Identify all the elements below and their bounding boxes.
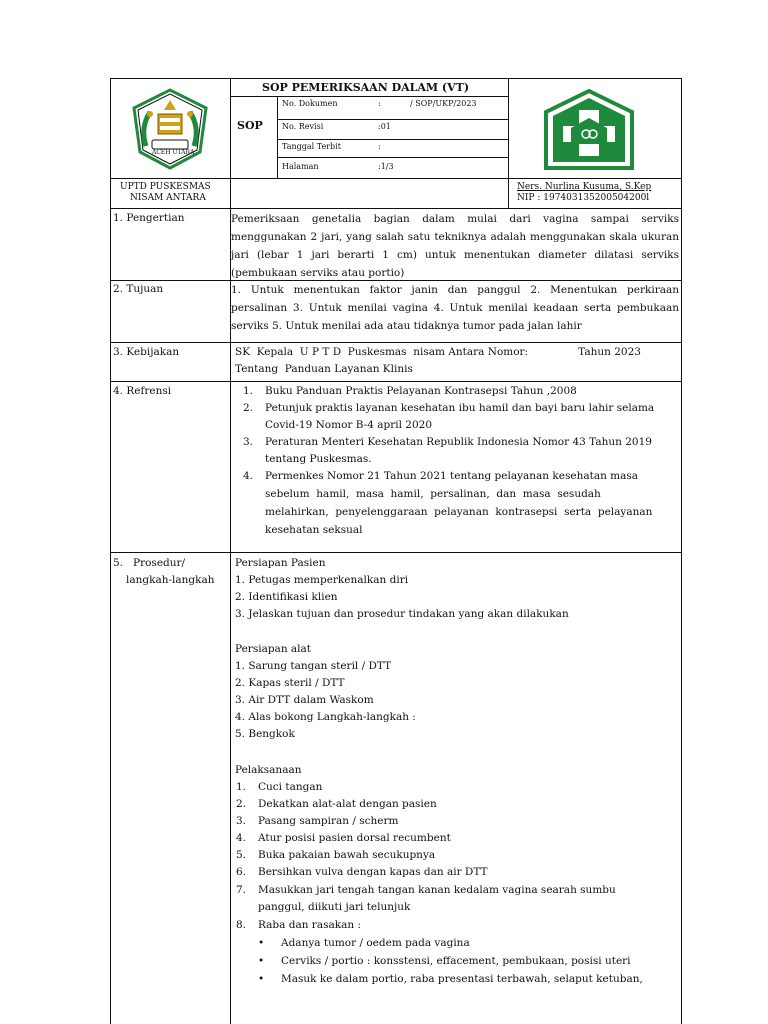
- step-number: 5.: [236, 849, 247, 861]
- kebijakan-line2: Tentang Panduan Layanan Klinis: [235, 363, 413, 375]
- issue-date-label: Tanggal Terbit: [282, 142, 341, 151]
- border: [110, 381, 682, 382]
- ref-item: Petunjuk praktis layanan kesehatan ibu hamil dan bayi baru lahir selama: [265, 402, 655, 414]
- list-item: 4. Alas bokong Langkah-langkah :: [235, 711, 416, 723]
- ref-number: 1.: [243, 385, 254, 397]
- border: [508, 78, 509, 208]
- step-number: 8.: [236, 919, 247, 931]
- step-number: 1.: [236, 781, 247, 793]
- section-label-refrensi: 4. Refrensi: [113, 385, 172, 397]
- list-item: 3. Jelaskan tujuan dan prosedur tindakan yang akan dilakukan: [235, 608, 569, 620]
- unit-name-line1: UPTD PUSKESMAS: [120, 182, 211, 192]
- ref-number: 3.: [243, 436, 254, 448]
- border: [110, 208, 682, 209]
- ref-item: Covid-19 Nomor B-4 april 2020: [265, 419, 433, 431]
- step-text: Cuci tangan: [258, 781, 323, 793]
- signer-nip: NIP : 197403135200504200l: [517, 193, 650, 203]
- ref-number: 4.: [243, 470, 254, 482]
- border: [277, 96, 278, 178]
- aceh-utara-logo: [120, 88, 220, 170]
- revision-label: No. Revisi: [282, 122, 324, 131]
- border: [277, 139, 508, 140]
- list-item: 5. Bengkok: [235, 728, 295, 740]
- sop-label: SOP: [237, 119, 263, 132]
- section-label-prosedur-sub: langkah-langkah: [126, 574, 215, 586]
- step-number: 2.: [236, 798, 247, 810]
- kebijakan-line1: SK Kepala U P T D Puskesmas nisam Antara Nomor: Tahun 2023: [235, 346, 641, 358]
- border: [110, 78, 111, 1024]
- doc-number-colon: :: [378, 99, 381, 108]
- bullet-icon: •: [258, 937, 265, 949]
- step-text: Masukkan jari tengah tangan kanan kedalam vagina searah sumbu: [258, 884, 616, 896]
- doc-number-value: / SOP/UKP/2023: [410, 99, 477, 108]
- step-text: Bersihkan vulva dengan kapas dan air DTT: [258, 866, 488, 878]
- puskesmas-logo: [543, 88, 635, 172]
- persiapan-alat-title: Persiapan alat: [235, 643, 312, 655]
- bullet-item: Cerviks / portio : konsstensi, effacement, pembukaan, posisi uteri: [281, 955, 631, 967]
- section-label-tujuan: 2. Tujuan: [113, 283, 164, 295]
- list-item: 2. Kapas steril / DTT: [235, 677, 345, 689]
- issue-date-colon: :: [378, 142, 381, 151]
- ref-item: Permenkes Nomor 21 Tahun 2021 tentang pelayanan kesehatan masa: [265, 470, 639, 482]
- ref-item: Peraturan Menteri Kesehatan Republik Indonesia Nomor 43 Tahun 2019: [265, 436, 652, 448]
- section-text-tujuan: 1. Untuk menentukan faktor janin dan panggul 2. Menentukan perkiraan persalinan 3. Untuk menilai vagina 4. Untuk menilai keadaan serta pembukaan serviks 5. Untuk menilai ada atau tidaknya tumor pada jalan lahir: [231, 284, 679, 332]
- persiapan-pasien-title: Persiapan Pasien: [235, 557, 326, 569]
- pelaksanaan-title: Pelaksanaan: [235, 764, 302, 776]
- unit-name-line2: NISAM ANTARA: [130, 193, 206, 203]
- bullet-icon: •: [258, 955, 265, 967]
- ref-number: 2.: [243, 402, 254, 414]
- border: [277, 119, 508, 120]
- revision-value: :01: [378, 122, 391, 131]
- section-label-kebijakan: 3. Kebijakan: [113, 346, 180, 358]
- border: [110, 342, 682, 343]
- ref-item: melahirkan, penyelenggaraan pelayanan kontrasepsi serta pelayanan: [265, 506, 653, 518]
- step-text: Dekatkan alat-alat dengan pasien: [258, 798, 437, 810]
- step-text: panggul, diikuti jari telunjuk: [258, 901, 411, 913]
- list-item: 1. Sarung tangan steril / DTT: [235, 660, 392, 672]
- page-value: :1/3: [378, 162, 394, 171]
- step-number: 3.: [236, 815, 247, 827]
- section-label-prosedur: 5. Prosedur/: [113, 557, 186, 569]
- signer-name: Ners. Nurlina Kusuma, S.Kep: [517, 182, 652, 192]
- border: [110, 178, 682, 179]
- ref-item: kesehatan seksual: [265, 524, 363, 536]
- bullet-icon: •: [258, 973, 265, 985]
- list-item: 2. Identifikasi klien: [235, 591, 338, 603]
- border: [110, 552, 682, 553]
- step-number: 4.: [236, 832, 247, 844]
- step-text: Buka pakaian bawah secukupnya: [258, 849, 436, 861]
- list-item: 1. Petugas memperkenalkan diri: [235, 574, 409, 586]
- border: [681, 78, 682, 1024]
- section-label-pengertian: 1. Pengertian: [113, 212, 185, 224]
- border: [277, 157, 508, 158]
- doc-number-label: No. Dokumen: [282, 99, 338, 108]
- step-number: 6.: [236, 866, 247, 878]
- step-text: Pasang sampiran / scherm: [258, 815, 399, 827]
- document-title: SOP PEMERIKSAAN DALAM (VT): [262, 81, 470, 94]
- page-label: Halaman: [282, 162, 319, 171]
- list-item: 3. Air DTT dalam Waskom: [235, 694, 374, 706]
- border: [230, 96, 508, 97]
- ref-item: tentang Puskesmas.: [265, 453, 372, 465]
- step-text: Raba dan rasakan :: [258, 919, 361, 931]
- step-text: Atur posisi pasien dorsal recumbent: [258, 832, 451, 844]
- bullet-item: Adanya tumor / oedem pada vagina: [281, 937, 470, 949]
- step-number: 7.: [236, 884, 247, 896]
- section-text-pengertian: Pemeriksaan genetalia bagian dalam mulai dari vagina sampai serviks menggunakan 2 jari, yang salah satu tekniknya adalah menggunakan skala ukuran jari (lebar 1 jari berarti 1 cm) untuk menentukan diameter dilatasi serviks (pembukaan serviks atau portio): [231, 213, 679, 279]
- bullet-item: Masuk ke dalam portio, raba presentasi terbawah, selaput ketuban,: [281, 973, 643, 985]
- ref-item: sebelum hamil, masa hamil, persalinan, dan masa sesudah: [265, 488, 601, 500]
- logo-caption: ACEH UTARA: [152, 149, 195, 156]
- ref-item: Buku Panduan Praktis Pelayanan Kontrasepsi Tahun ,2008: [265, 385, 577, 397]
